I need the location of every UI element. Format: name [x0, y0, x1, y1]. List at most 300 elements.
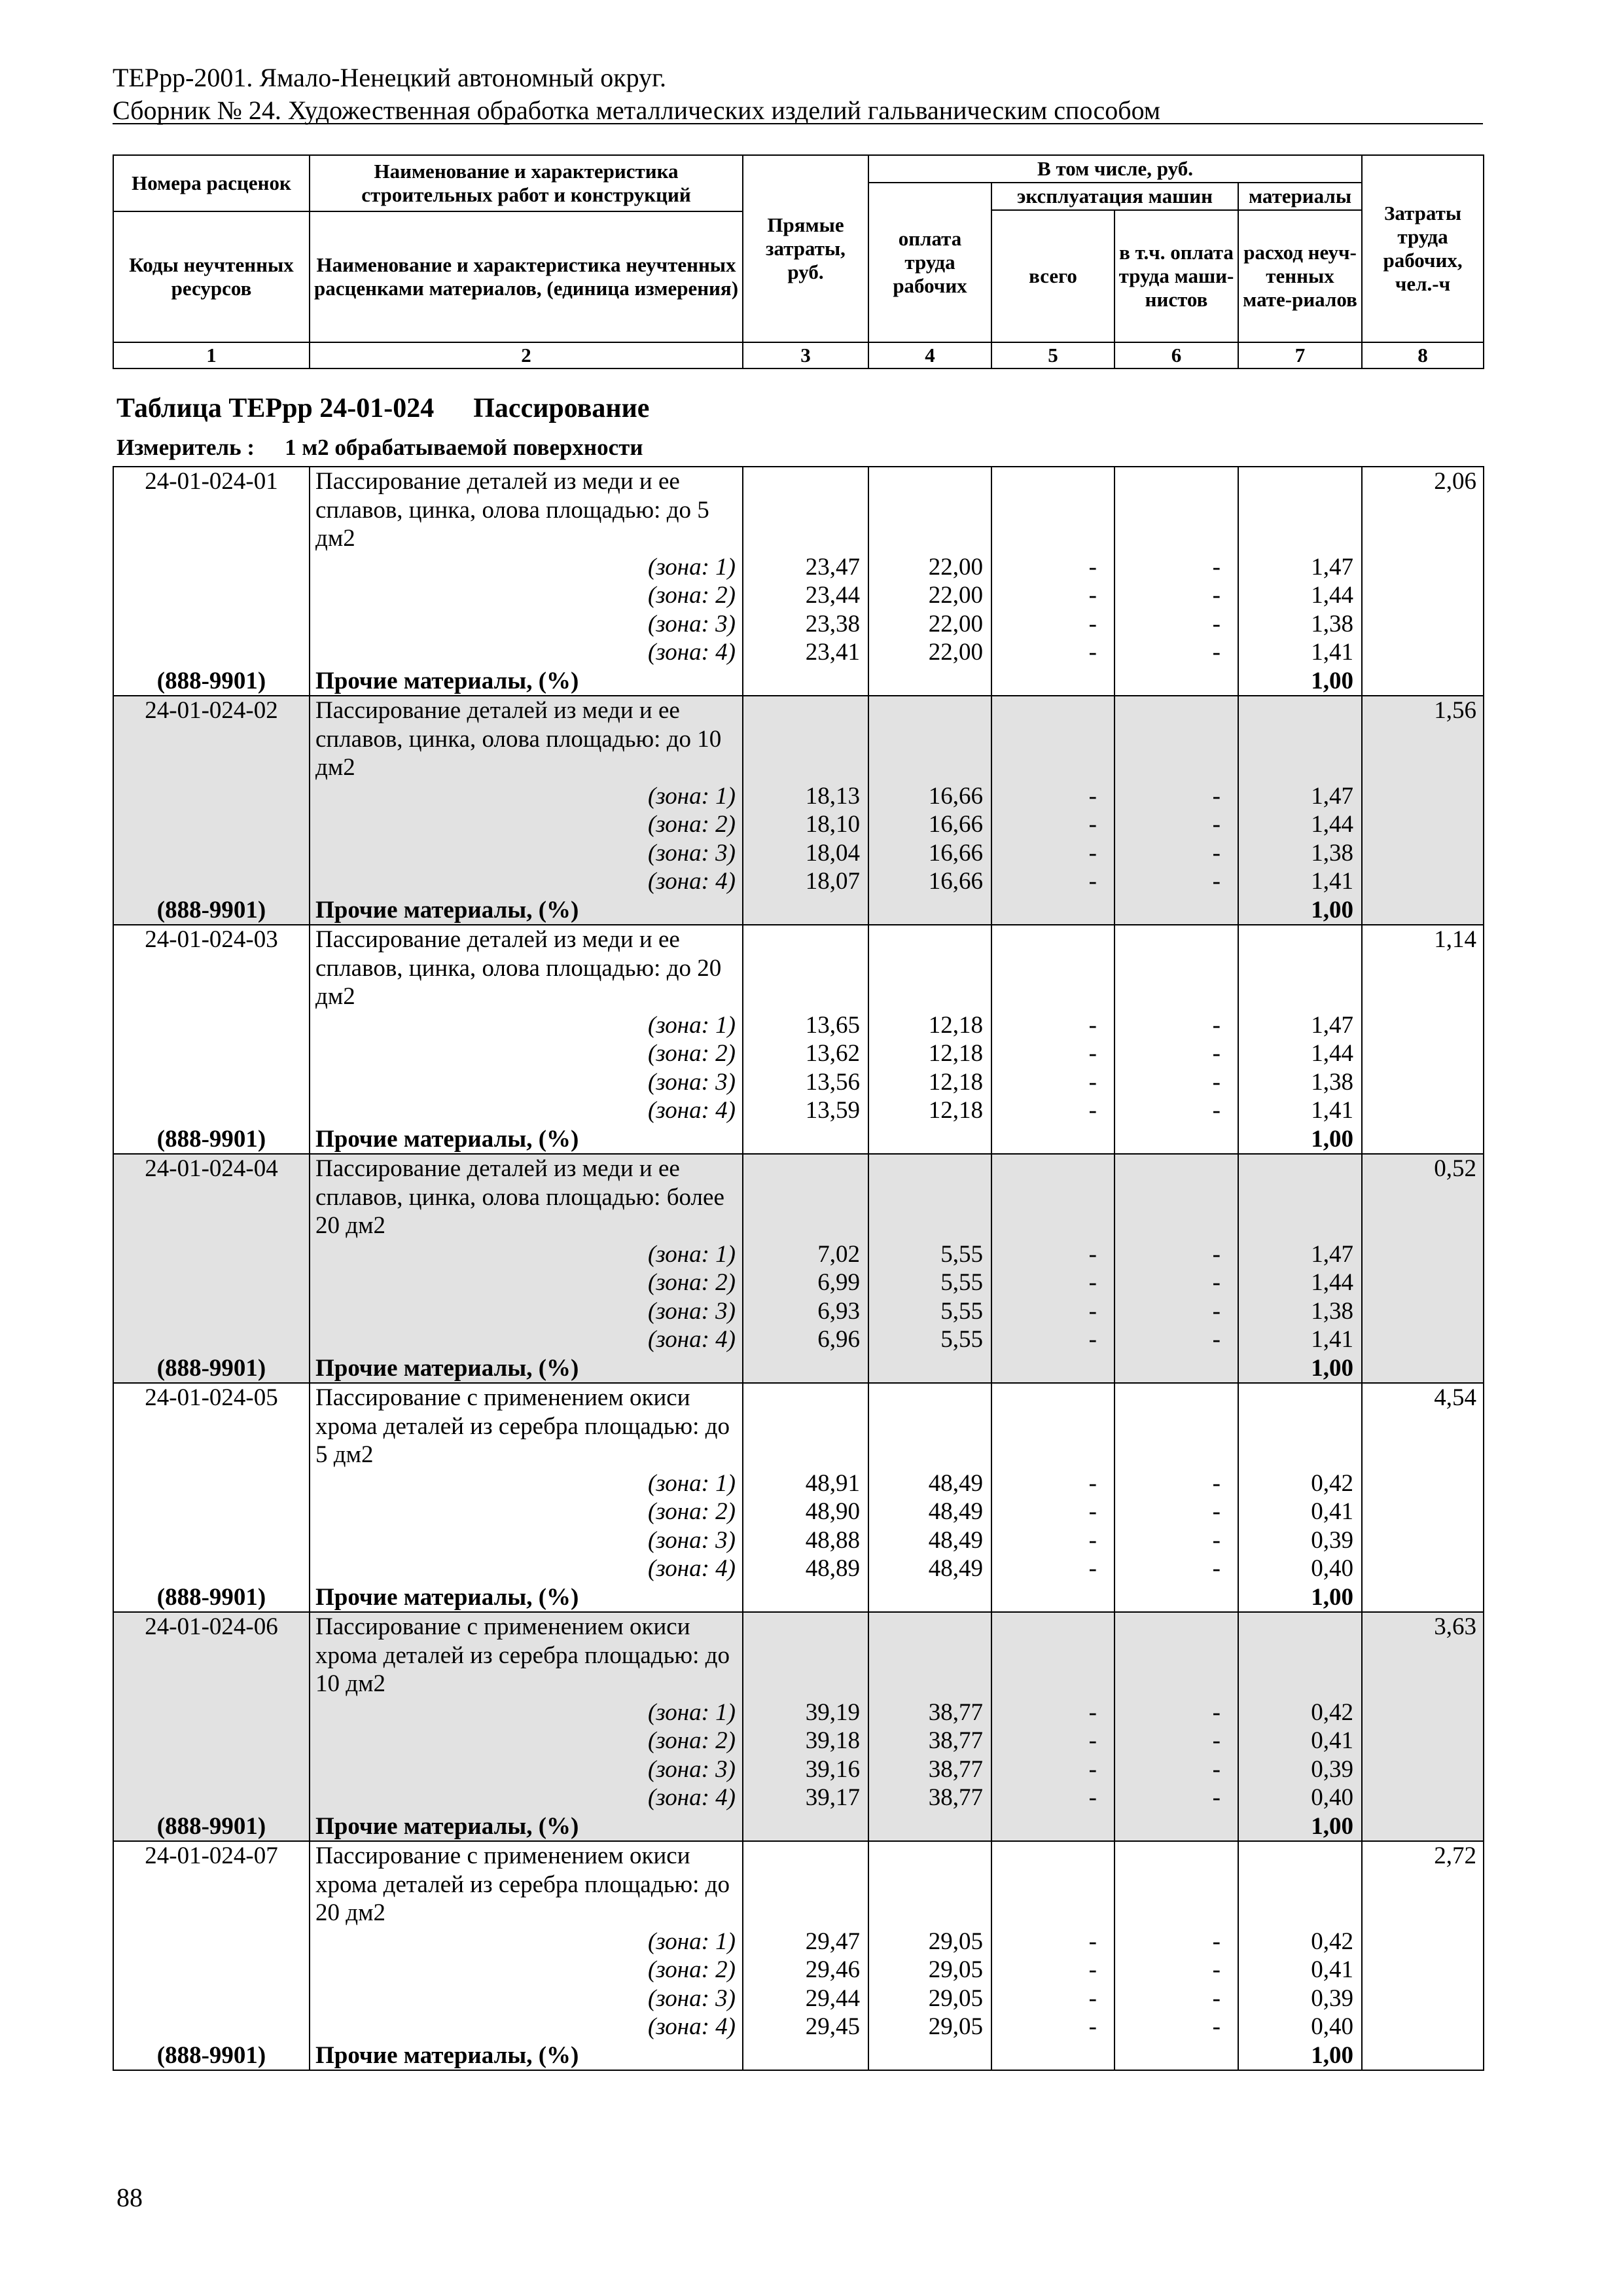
- material-use: 0,40: [1238, 1554, 1362, 1583]
- direct-costs: 23,38: [743, 610, 868, 639]
- material-value: 1,00: [1238, 1354, 1362, 1384]
- empty-cell: [743, 1583, 868, 1613]
- zone-label: (зона: 2): [310, 581, 743, 610]
- wages: 29,05: [868, 1956, 991, 1984]
- material-code: (888-9901): [113, 1583, 310, 1613]
- empty-cell: [868, 1583, 991, 1613]
- direct-costs: 39,16: [743, 1755, 868, 1784]
- material-use: 1,41: [1238, 867, 1362, 896]
- empty-cell: [1115, 467, 1238, 553]
- col-head-resource-codes: Коды неучтенных ресурсов: [113, 211, 310, 342]
- direct-costs: 13,59: [743, 1096, 868, 1125]
- empty-cell: [1238, 1154, 1362, 1240]
- empty-cell: [1115, 925, 1238, 1011]
- wages: 16,66: [868, 867, 991, 896]
- machines-total: -: [991, 1240, 1115, 1269]
- zone-label: (зона: 1): [310, 1240, 743, 1269]
- material-value: 1,00: [1238, 2041, 1362, 2071]
- direct-costs: 29,46: [743, 1956, 868, 1984]
- document-title: ТЕРрр-2001. Ямало-Ненецкий автономный округ.: [113, 63, 667, 92]
- direct-costs: 39,17: [743, 1784, 868, 1812]
- material-name: Прочие материалы, (%): [310, 1125, 743, 1155]
- machines-total: -: [991, 1325, 1115, 1354]
- zone-row: [113, 1554, 1484, 1583]
- operator-wages: -: [1115, 1755, 1238, 1784]
- wages: 48,49: [868, 1469, 991, 1498]
- measure-label: Измеритель :: [116, 435, 255, 460]
- machines-total: -: [991, 1956, 1115, 1984]
- zone-row: [113, 1068, 1484, 1097]
- empty-cell: [991, 1841, 1115, 1928]
- empty-cell: [991, 925, 1115, 1011]
- material-use: 0,39: [1238, 1526, 1362, 1555]
- machines-total: -: [991, 839, 1115, 868]
- material-value: 1,00: [1238, 1812, 1362, 1842]
- empty-cell: [743, 2041, 868, 2071]
- empty-cell: [1115, 1612, 1238, 1698]
- wages: 12,18: [868, 1011, 991, 1040]
- material-use: 1,38: [1238, 1297, 1362, 1326]
- labor-costs: 4,54: [1362, 1383, 1484, 1612]
- machines-total: -: [991, 1554, 1115, 1583]
- zone-label: (зона: 1): [310, 1928, 743, 1956]
- material-use: 0,39: [1238, 1984, 1362, 2013]
- zone-label: (зона: 4): [310, 638, 743, 667]
- material-value: 1,00: [1238, 1583, 1362, 1613]
- rate-code: 24-01-024-07: [113, 1841, 310, 2041]
- zone-row: [113, 1039, 1484, 1068]
- material-use: 1,41: [1238, 638, 1362, 667]
- labor-costs: 1,56: [1362, 696, 1484, 925]
- zone-row: [113, 1727, 1484, 1755]
- machines-total: -: [991, 1096, 1115, 1125]
- machines-total: -: [991, 1498, 1115, 1526]
- direct-costs: 18,13: [743, 782, 868, 811]
- col-number: 3: [743, 342, 868, 368]
- zone-label: (зона: 2): [310, 1268, 743, 1297]
- col-head-labor-costs: Затраты труда рабочих, чел.-ч: [1362, 155, 1484, 342]
- material-row: [113, 1812, 1484, 1842]
- zone-row: [113, 1784, 1484, 1812]
- wages: 38,77: [868, 1727, 991, 1755]
- wages: 38,77: [868, 1755, 991, 1784]
- rate-entry: [113, 1841, 1484, 2070]
- operator-wages: -: [1115, 1469, 1238, 1498]
- zone-row: [113, 1698, 1484, 1727]
- direct-costs: 18,07: [743, 867, 868, 896]
- rate-code: 24-01-024-06: [113, 1612, 310, 1812]
- zone-row: [113, 1498, 1484, 1526]
- zone-label: (зона: 3): [310, 610, 743, 639]
- rate-entry: [113, 1154, 1484, 1383]
- empty-cell: [1115, 1354, 1238, 1384]
- rates-table: [113, 466, 1484, 2071]
- operator-wages: -: [1115, 1039, 1238, 1068]
- wages: 12,18: [868, 1039, 991, 1068]
- material-name: Прочие материалы, (%): [310, 896, 743, 925]
- machines-total: -: [991, 1698, 1115, 1727]
- material-value: 1,00: [1238, 896, 1362, 925]
- material-row: [113, 2041, 1484, 2071]
- direct-costs: 13,56: [743, 1068, 868, 1097]
- wages: 16,66: [868, 839, 991, 868]
- empty-cell: [1238, 925, 1362, 1011]
- zone-label: (зона: 4): [310, 1096, 743, 1125]
- material-use: 0,42: [1238, 1469, 1362, 1498]
- col-head-machine-operation: эксплуатация машин: [991, 183, 1238, 210]
- zone-row: [113, 1096, 1484, 1125]
- operator-wages: -: [1115, 1984, 1238, 2013]
- wages: 29,05: [868, 2013, 991, 2041]
- empty-cell: [868, 1612, 991, 1698]
- empty-cell: [1238, 1383, 1362, 1469]
- operator-wages: -: [1115, 1698, 1238, 1727]
- empty-cell: [1238, 696, 1362, 782]
- operator-wages: -: [1115, 553, 1238, 582]
- col-number: 2: [310, 342, 743, 368]
- section-table-name: Пассирование: [473, 393, 650, 423]
- material-value: 1,00: [1238, 667, 1362, 696]
- zone-row: [113, 1297, 1484, 1326]
- zone-row: [113, 581, 1484, 610]
- machines-total: -: [991, 581, 1115, 610]
- material-use: 1,44: [1238, 810, 1362, 839]
- zone-label: (зона: 2): [310, 1956, 743, 1984]
- wages: 5,55: [868, 1240, 991, 1269]
- direct-costs: 23,44: [743, 581, 868, 610]
- rate-entry: [113, 1612, 1484, 1841]
- material-use: 0,42: [1238, 1928, 1362, 1956]
- machines-total: -: [991, 1469, 1115, 1498]
- wages: 12,18: [868, 1096, 991, 1125]
- operator-wages: -: [1115, 1727, 1238, 1755]
- empty-cell: [1115, 896, 1238, 925]
- zone-row: [113, 839, 1484, 868]
- empty-cell: [1115, 1812, 1238, 1842]
- material-use: 1,44: [1238, 581, 1362, 610]
- empty-cell: [743, 1354, 868, 1384]
- rate-code: 24-01-024-04: [113, 1154, 310, 1354]
- col-number: 7: [1238, 342, 1362, 368]
- zone-label: (зона: 1): [310, 782, 743, 811]
- empty-cell: [868, 1125, 991, 1155]
- empty-cell: [868, 925, 991, 1011]
- machines-total: -: [991, 1928, 1115, 1956]
- direct-costs: 13,65: [743, 1011, 868, 1040]
- machines-total: -: [991, 1784, 1115, 1812]
- machines-total: -: [991, 1755, 1115, 1784]
- material-use: 1,41: [1238, 1096, 1362, 1125]
- empty-cell: [868, 1812, 991, 1842]
- machines-total: -: [991, 1526, 1115, 1555]
- zone-label: (зона: 2): [310, 1039, 743, 1068]
- machines-total: -: [991, 2013, 1115, 2041]
- zone-row: [113, 1526, 1484, 1555]
- section-table-code: Таблица ТЕРрр 24-01-024: [116, 393, 435, 423]
- machines-total: -: [991, 782, 1115, 811]
- machines-total: -: [991, 1268, 1115, 1297]
- col-head-rate-number: Номера расценок: [113, 155, 310, 211]
- material-use: 0,40: [1238, 2013, 1362, 2041]
- wages: 38,77: [868, 1698, 991, 1727]
- zone-label: (зона: 3): [310, 1526, 743, 1555]
- measure-line: [116, 435, 643, 461]
- direct-costs: 7,02: [743, 1240, 868, 1269]
- rate-code: 24-01-024-01: [113, 467, 310, 667]
- zone-row: [113, 1268, 1484, 1297]
- empty-cell: [743, 896, 868, 925]
- zone-label: (зона: 4): [310, 1554, 743, 1583]
- zone-label: (зона: 2): [310, 810, 743, 839]
- empty-cell: [868, 1154, 991, 1240]
- col-head-work-name: Наименование и характеристика строительных работ и конструкций: [310, 155, 743, 211]
- empty-cell: [1238, 1841, 1362, 1928]
- material-use: 1,38: [1238, 1068, 1362, 1097]
- zone-row: [113, 867, 1484, 896]
- operator-wages: -: [1115, 1956, 1238, 1984]
- direct-costs: 6,93: [743, 1297, 868, 1326]
- wages: 5,55: [868, 1268, 991, 1297]
- zone-label: (зона: 3): [310, 1297, 743, 1326]
- material-name: Прочие материалы, (%): [310, 1812, 743, 1842]
- zone-label: (зона: 1): [310, 1011, 743, 1040]
- wages: 38,77: [868, 1784, 991, 1812]
- rate-description: Пассирование с применением окиси хрома деталей из серебра площадью: до 20 дм2: [310, 1841, 743, 1928]
- machines-total: -: [991, 1984, 1115, 2013]
- machines-total: -: [991, 1727, 1115, 1755]
- zone-row: [113, 1755, 1484, 1784]
- machines-total: -: [991, 1068, 1115, 1097]
- empty-cell: [991, 1125, 1115, 1155]
- direct-costs: 48,91: [743, 1469, 868, 1498]
- material-code: (888-9901): [113, 1354, 310, 1384]
- zone-label: (зона: 4): [310, 1784, 743, 1812]
- wages: 29,05: [868, 1928, 991, 1956]
- empty-cell: [991, 1154, 1115, 1240]
- rate-description: Пассирование с применением окиси хрома деталей из серебра площадью: до 5 дм2: [310, 1383, 743, 1469]
- empty-cell: [868, 467, 991, 553]
- operator-wages: -: [1115, 1297, 1238, 1326]
- rate-code: 24-01-024-02: [113, 696, 310, 896]
- zone-label: (зона: 3): [310, 1068, 743, 1097]
- empty-cell: [743, 696, 868, 782]
- empty-cell: [991, 696, 1115, 782]
- zone-row: [113, 810, 1484, 839]
- empty-cell: [743, 667, 868, 696]
- wages: 48,49: [868, 1498, 991, 1526]
- zone-row: [113, 1325, 1484, 1354]
- direct-costs: 18,10: [743, 810, 868, 839]
- material-name: Прочие материалы, (%): [310, 2041, 743, 2071]
- empty-cell: [1115, 1383, 1238, 1469]
- empty-cell: [1115, 1583, 1238, 1613]
- rate-code: 24-01-024-03: [113, 925, 310, 1125]
- col-head-material-names: Наименование и характеристика неучтенных расценками материалов, (единица измерения): [310, 211, 743, 342]
- empty-cell: [743, 1612, 868, 1698]
- empty-cell: [743, 467, 868, 553]
- collection-title: Сборник № 24. Художественная обработка металлических изделий гальваническим способом: [113, 96, 1161, 125]
- material-use: 0,40: [1238, 1784, 1362, 1812]
- operator-wages: -: [1115, 1268, 1238, 1297]
- empty-cell: [1115, 667, 1238, 696]
- operator-wages: -: [1115, 1068, 1238, 1097]
- empty-cell: [743, 1125, 868, 1155]
- empty-cell: [743, 1812, 868, 1842]
- col-head-including: В том числе, руб.: [868, 155, 1362, 183]
- direct-costs: 23,47: [743, 553, 868, 582]
- section-title: [116, 393, 649, 424]
- material-use: 0,41: [1238, 1727, 1362, 1755]
- wages: 16,66: [868, 782, 991, 811]
- empty-cell: [1115, 696, 1238, 782]
- zone-row: [113, 1011, 1484, 1040]
- machines-total: -: [991, 867, 1115, 896]
- col-number: 4: [868, 342, 991, 368]
- zone-row: [113, 1469, 1484, 1498]
- wages: 16,66: [868, 810, 991, 839]
- zone-label: (зона: 1): [310, 1469, 743, 1498]
- material-row: [113, 896, 1484, 925]
- wages: 48,49: [868, 1526, 991, 1555]
- zone-row: [113, 782, 1484, 811]
- material-name: Прочие материалы, (%): [310, 1583, 743, 1613]
- operator-wages: -: [1115, 638, 1238, 667]
- col-head-material-use: расход неуч-тенных мате-риалов: [1238, 210, 1362, 342]
- wages: 29,05: [868, 1984, 991, 2013]
- empty-cell: [868, 2041, 991, 2071]
- rate-description: Пассирование деталей из меди и ее сплавов, цинка, олова площадью: до 5 дм2: [310, 467, 743, 553]
- zone-row: [113, 1928, 1484, 1956]
- rate-entry: [113, 467, 1484, 696]
- operator-wages: -: [1115, 1498, 1238, 1526]
- col-number: 6: [1115, 342, 1238, 368]
- zone-label: (зона: 3): [310, 1984, 743, 2013]
- material-code: (888-9901): [113, 667, 310, 696]
- zone-row: [113, 1240, 1484, 1269]
- material-use: 0,39: [1238, 1755, 1362, 1784]
- material-row: [113, 1125, 1484, 1155]
- operator-wages: -: [1115, 810, 1238, 839]
- empty-cell: [991, 1383, 1115, 1469]
- direct-costs: 39,18: [743, 1727, 868, 1755]
- labor-costs: 0,52: [1362, 1154, 1484, 1383]
- empty-cell: [991, 467, 1115, 553]
- material-use: 1,41: [1238, 1325, 1362, 1354]
- machines-total: -: [991, 1039, 1115, 1068]
- empty-cell: [1115, 1841, 1238, 1928]
- zone-row: [113, 638, 1484, 667]
- wages: 12,18: [868, 1068, 991, 1097]
- operator-wages: -: [1115, 1526, 1238, 1555]
- empty-cell: [991, 667, 1115, 696]
- operator-wages: -: [1115, 1240, 1238, 1269]
- empty-cell: [868, 1354, 991, 1384]
- direct-costs: 48,88: [743, 1526, 868, 1555]
- direct-costs: 48,89: [743, 1554, 868, 1583]
- direct-costs: 39,19: [743, 1698, 868, 1727]
- col-head-operator-wages: в т.ч. оплата труда маши-нистов: [1115, 210, 1238, 342]
- direct-costs: 18,04: [743, 839, 868, 868]
- empty-cell: [1115, 1125, 1238, 1155]
- zone-label: (зона: 1): [310, 1698, 743, 1727]
- operator-wages: -: [1115, 610, 1238, 639]
- empty-cell: [868, 896, 991, 925]
- direct-costs: 23,41: [743, 638, 868, 667]
- zone-row: [113, 553, 1484, 582]
- direct-costs: 29,47: [743, 1928, 868, 1956]
- operator-wages: -: [1115, 867, 1238, 896]
- wages: 5,55: [868, 1297, 991, 1326]
- empty-cell: [743, 925, 868, 1011]
- empty-cell: [868, 667, 991, 696]
- machines-total: -: [991, 810, 1115, 839]
- document-header: [113, 62, 1483, 127]
- direct-costs: 48,90: [743, 1498, 868, 1526]
- machines-total: -: [991, 610, 1115, 639]
- operator-wages: -: [1115, 1325, 1238, 1354]
- col-head-wages: оплата труда рабочих: [868, 183, 991, 342]
- operator-wages: -: [1115, 839, 1238, 868]
- material-code: (888-9901): [113, 896, 310, 925]
- col-number: 8: [1362, 342, 1484, 368]
- direct-costs: 29,44: [743, 1984, 868, 2013]
- material-name: Прочие материалы, (%): [310, 667, 743, 696]
- zone-label: (зона: 2): [310, 1727, 743, 1755]
- rate-description: Пассирование деталей из меди и ее сплавов, цинка, олова площадью: до 10 дм2: [310, 696, 743, 782]
- empty-cell: [743, 1841, 868, 1928]
- empty-cell: [743, 1154, 868, 1240]
- table-column-headers: [113, 154, 1484, 369]
- direct-costs: 6,96: [743, 1325, 868, 1354]
- rate-description: Пассирование деталей из меди и ее сплавов, цинка, олова площадью: до 20 дм2: [310, 925, 743, 1011]
- material-value: 1,00: [1238, 1125, 1362, 1155]
- labor-costs: 1,14: [1362, 925, 1484, 1154]
- empty-cell: [868, 696, 991, 782]
- rate-entry: [113, 696, 1484, 925]
- operator-wages: -: [1115, 1928, 1238, 1956]
- page-number: 88: [116, 2183, 143, 2212]
- direct-costs: 13,62: [743, 1039, 868, 1068]
- rate-code: 24-01-024-05: [113, 1383, 310, 1583]
- empty-cell: [868, 1841, 991, 1928]
- measure-value: 1 м2 обрабатываемой поверхности: [285, 435, 643, 460]
- material-use: 1,47: [1238, 1240, 1362, 1269]
- empty-cell: [991, 1612, 1115, 1698]
- empty-cell: [991, 1812, 1115, 1842]
- zone-row: [113, 2013, 1484, 2041]
- machines-total: -: [991, 638, 1115, 667]
- header-rule: [113, 123, 1483, 124]
- labor-costs: 3,63: [1362, 1612, 1484, 1841]
- machines-total: -: [991, 1011, 1115, 1040]
- material-use: 1,47: [1238, 1011, 1362, 1040]
- zone-row: [113, 610, 1484, 639]
- col-head-materials: материалы: [1238, 183, 1362, 210]
- empty-cell: [1238, 1612, 1362, 1698]
- wages: 22,00: [868, 638, 991, 667]
- col-number: 5: [991, 342, 1115, 368]
- labor-costs: 2,72: [1362, 1841, 1484, 2070]
- empty-cell: [991, 1583, 1115, 1613]
- empty-cell: [1115, 1154, 1238, 1240]
- material-row: [113, 1583, 1484, 1613]
- empty-cell: [743, 1383, 868, 1469]
- col-head-machines-total: всего: [991, 210, 1115, 342]
- material-use: 1,38: [1238, 839, 1362, 868]
- col-head-direct-costs: Прямые затраты, руб.: [743, 155, 868, 342]
- operator-wages: -: [1115, 1011, 1238, 1040]
- operator-wages: -: [1115, 782, 1238, 811]
